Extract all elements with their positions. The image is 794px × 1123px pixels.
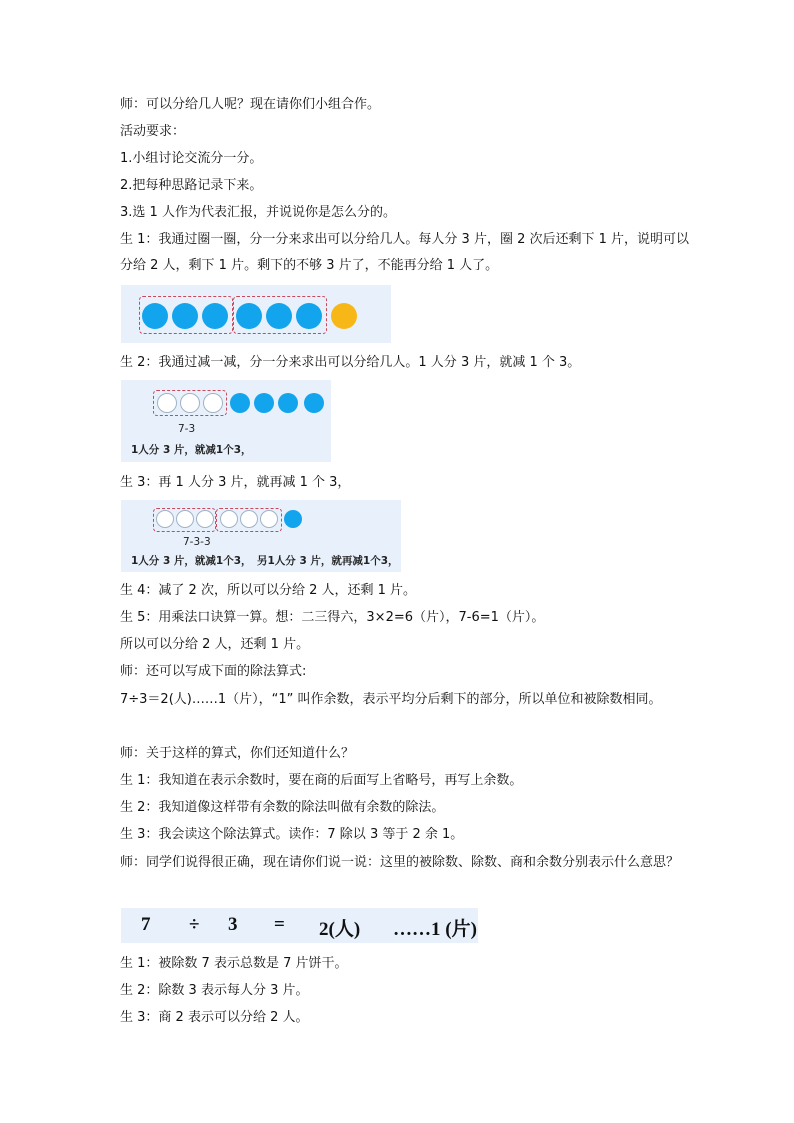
cookie-dot <box>278 393 298 413</box>
removed-dot <box>240 510 258 528</box>
paragraph-student2-subtract: 生 2：我通过减一减，分一分来求出可以分给几人。1 人分 3 片，就减 1 个 3。 <box>120 355 581 370</box>
paragraph-student3-subtract-again: 生 3：再 1 人分 3 片，就再减 1 个 3， <box>120 475 351 490</box>
dividend: 7 <box>141 914 151 935</box>
remainder-dot <box>331 303 357 329</box>
cookie-dot <box>296 303 322 329</box>
expression-label: 7-3 <box>178 423 196 435</box>
cookie-dot <box>202 303 228 329</box>
removed-dot <box>157 393 177 413</box>
divisor: 3 <box>228 914 238 935</box>
cookie-dot <box>304 393 324 413</box>
remainder: ……1 (片) <box>393 919 477 940</box>
paragraph-teacher-meaning: 师：同学们说得很正确，现在请你们说一说：这里的被除数、除数、商和余数分别表示什么意思？ <box>120 855 680 870</box>
paragraph-student4: 生 4：减了 2 次，所以可以分给 2 人，还剩 1 片。 <box>120 583 417 598</box>
figure-subtract-twice <box>121 500 401 572</box>
removed-dot <box>196 510 214 528</box>
equals-sign: = <box>274 914 285 935</box>
paragraph-conclusion: 所以可以分给 2 人，还剩 1 片。 <box>120 637 310 652</box>
cookie-dot <box>230 393 250 413</box>
division-equation-banner <box>121 908 478 943</box>
paragraph-student5-multiplication: 生 5：用乘法口诀算一算。想：二三得六，3×2=6（片），7-6=1（片）。 <box>120 610 545 625</box>
remainder-dot <box>284 510 302 528</box>
paragraph-requirement-3: 3.选 1 人作为代表汇报，并说说你是怎么分的。 <box>120 205 396 220</box>
removed-dot <box>203 393 223 413</box>
removed-dot <box>260 510 278 528</box>
cookie-dot <box>236 303 262 329</box>
paragraph-student2-definition: 生 2：我知道像这样带有余数的除法叫做有余数的除法。 <box>120 800 445 815</box>
cookie-dot <box>254 393 274 413</box>
paragraph-quotient-meaning: 生 3：商 2 表示可以分给 2 人。 <box>120 1010 309 1025</box>
removed-dot <box>180 393 200 413</box>
figure-caption: 1人分 3 片，就减1个3， <box>131 444 252 456</box>
figure-subtract-once <box>121 380 331 462</box>
paragraph-student3-reading: 生 3：我会读这个除法算式。读作：7 除以 3 等于 2 余 1。 <box>120 827 464 842</box>
paragraph-teacher-ask: 师：关于这样的算式，你们还知道什么？ <box>120 746 355 761</box>
quotient: 2(人) <box>319 919 361 940</box>
division-sign: ÷ <box>189 914 200 935</box>
removed-dot <box>176 510 194 528</box>
paragraph-divisor-meaning: 生 2：除数 3 表示每人分 3 片。 <box>120 983 309 998</box>
paragraph-remainder-explanation: 7÷3＝2(人)……1（片），“1” 叫作余数，表示平均分后剩下的部分，所以单位和被除数相同。 <box>120 692 662 707</box>
figure-caption-left: 1人分 3 片，就减1个3， <box>131 555 252 567</box>
figure-circle-grouping <box>121 285 391 343</box>
paragraph-requirement-1: 1.小组讨论交流分一分。 <box>120 151 263 166</box>
paragraph-dividend-meaning: 生 1：被除数 7 表示总数是 7 片饼干。 <box>120 956 348 971</box>
paragraph-teacher-question: 师：可以分给几人呢？现在请你们小组合作。 <box>120 97 381 112</box>
expression-label: 7-3-3 <box>183 536 211 548</box>
cookie-dot <box>266 303 292 329</box>
removed-dot <box>220 510 238 528</box>
paragraph-student1-circle-method: 生 1：我通过圈一圈，分一分来求出可以分给几人。每人分 3 片，圈 2 次后还剩下 1 片，说明可以分给 2 人，剩下 1 片。剩下的不够 3 片了，不能再分给 1 人了。 <box>120 232 690 273</box>
removed-dot <box>156 510 174 528</box>
paragraph-student1-ellipsis: 生 1：我知道在表示余数时，要在商的后面写上省略号，再写上余数。 <box>120 773 523 788</box>
figure-caption-right: 另1人分 3 片，就再减1个3， <box>257 555 399 567</box>
cookie-dot <box>172 303 198 329</box>
paragraph-activity-heading: 活动要求： <box>120 124 186 139</box>
cookie-dot <box>142 303 168 329</box>
paragraph-requirement-2: 2.把每种思路记录下来。 <box>120 178 263 193</box>
paragraph-teacher-division: 师：还可以写成下面的除法算式: <box>120 664 307 679</box>
